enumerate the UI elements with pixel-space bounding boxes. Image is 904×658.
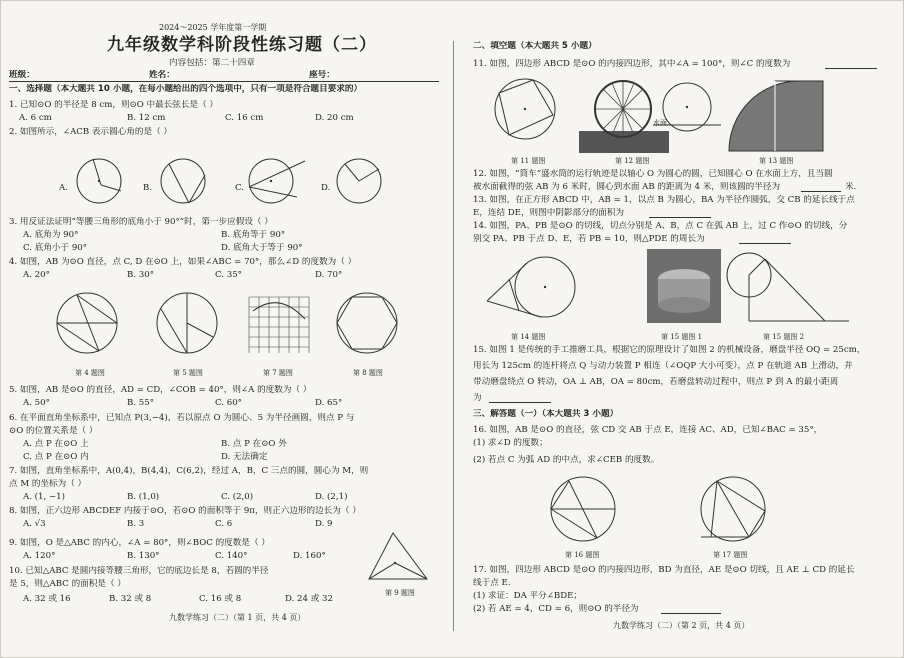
q5-option-b: B. 55° — [127, 398, 155, 408]
school-year: 2024～2025 学年度第一学期 — [159, 23, 267, 32]
fig-7-caption: 第 7 题图 — [263, 369, 293, 377]
q1-option-c: C. 16 cm — [225, 113, 264, 123]
question-17-part-2: (2) 若 AE = 4，CD = 6，则⊙O 的半径为 — [473, 604, 639, 614]
fig-15-2-caption: 第 15 题图 2 — [763, 333, 805, 341]
page-2 — [473, 23, 904, 628]
q10-option-c: C. 16 或 8 — [199, 594, 242, 604]
q5-option-c: C. 60° — [215, 398, 242, 408]
question-5: 5. 如图，AB 是⊙O 的直径，AD = CD，∠COB = 40°，则∠A 的度数为（ ） — [9, 385, 312, 395]
q8-option-d: D. 9 — [315, 519, 333, 529]
question-9: 9. 如图，O 是△ABC 的内心，∠A = 80°，则∠BOC 的度数是（ ） — [9, 538, 270, 548]
q6-option-b: B. 点 P 在⊙O 外 — [221, 439, 287, 449]
question-15-cont-1: 用长为 125cm 的连杆将点 Q 与动力装置 P 相连（∠OQP 大小可变），点 P 在轨道 AB 上滑动，并 — [473, 361, 853, 371]
section-1-heading: 一、选择题（本大题共 10 小题，在每小题给出的四个选项中，只有一项是符合题目要求的） — [9, 84, 363, 94]
q3-option-c: C. 底角小于 90° — [23, 243, 88, 253]
field-class: 班级： — [9, 70, 35, 80]
question-8: 8. 如图，正六边形 ABCDEF 内接于⊙O，若⊙O 的面积等于 9π，则正六边形的边长为（ ） — [9, 506, 361, 516]
q7-option-b: B. (1,0) — [127, 492, 160, 502]
fig-9-caption: 第 9 题图 — [385, 589, 415, 597]
fig-9 — [365, 527, 431, 587]
question-2: 2. 如图所示，∠ACB 表示圆心角的是（ ） — [9, 127, 173, 137]
fig-8 — [329, 285, 409, 365]
fig-15-1-caption: 第 15 题图 1 — [661, 333, 703, 341]
q12-answer-blank[interactable] — [801, 183, 841, 192]
page-divider — [453, 41, 454, 631]
fig-4-caption: 第 4 题图 — [75, 369, 105, 377]
q11-answer-blank[interactable] — [825, 60, 877, 69]
fig-13-caption: 第 13 题图 — [759, 157, 794, 165]
q2-figure-d — [331, 141, 391, 211]
fig-14 — [479, 245, 589, 329]
q4-option-c: C. 35° — [215, 270, 242, 280]
fig-7 — [241, 289, 321, 361]
q2-option-a: A. — [59, 183, 68, 193]
q9-option-a: A. 120° — [23, 551, 56, 561]
fig-17-caption: 第 17 题图 — [713, 551, 748, 559]
fig-16 — [539, 471, 629, 547]
fig-17 — [687, 471, 777, 547]
q4-option-a: A. 20° — [23, 270, 50, 280]
fig-12-diagram — [653, 75, 721, 151]
fig-16-caption: 第 16 题图 — [565, 551, 600, 559]
question-6-cont: ⊙O 的位置关系是（ ） — [9, 426, 98, 436]
q6-option-c: C. 点 P 在⊙O 内 — [23, 452, 89, 462]
page-2-footer: 九数学练习（二）（第 2 页，共 4 页） — [613, 621, 750, 630]
fig-15-diagram — [725, 245, 855, 329]
water-surface-label: 水面 — [653, 119, 667, 127]
q9-option-c: C. 140° — [215, 551, 248, 561]
q15-answer-blank[interactable] — [489, 394, 551, 403]
fig-12-caption: 第 12 题图 — [615, 157, 650, 165]
question-3: 3. 用反证法证明“等腰三角形的底角小于 90°”时，第一步应假设（ ） — [9, 217, 273, 227]
question-10-cont: 是 5，则△ABC 的面积是（ ） — [9, 579, 126, 589]
question-16-part-2: (2) 若点 C 为弧 AD 的中点，求∠CEB 的度数。 — [473, 455, 660, 465]
page-1 — [9, 23, 447, 628]
question-14: 14. 如图，PA、PB 是⊙O 的切线，切点分别是 A、B，点 C 在弧 AB 上，过 C 作⊙O 的切线，分 — [473, 221, 848, 231]
q10-option-a: A. 32 或 16 — [23, 594, 71, 604]
q5-option-a: A. 50° — [23, 398, 50, 408]
question-12: 12. 如图，“筒车”盛水筒的运行轨迹是以轴心 O 为圆心的圆，已知圆心 O 在水面上方，且当圆 — [473, 169, 833, 179]
q3-option-d: D. 底角大于等于 90° — [221, 243, 303, 253]
q1-option-d: D. 20 cm — [315, 113, 354, 123]
q1-option-b: B. 12 cm — [127, 113, 166, 123]
q3-option-a: A. 底角为 90° — [23, 230, 79, 240]
q2-option-d: D. — [321, 183, 331, 193]
question-16-part-1: (1) 求∠D 的度数； — [473, 438, 548, 448]
q14-answer-blank[interactable] — [739, 235, 791, 244]
question-7: 7. 如图，直角坐标系中，A(0,4)，B(4,4)，C(6,2)，经过 A，B，C 三点的圆，圆心为 M，则 — [9, 466, 369, 476]
q8-option-b: B. 3 — [127, 519, 145, 529]
q9-option-d: D. 160° — [293, 551, 326, 561]
q2-figure-c — [245, 141, 315, 211]
q6-option-a: A. 点 P 在⊙O 上 — [23, 439, 89, 449]
q7-option-c: C. (2,0) — [221, 492, 254, 502]
question-12-cont: 被水面截得的弦 AB 为 6 米时，圆心到水面 AB 的距离为 4 米，则该圆的半径为 — [473, 182, 781, 192]
fig-15-photo — [647, 249, 721, 323]
fig-5-caption: 第 5 题图 — [173, 369, 203, 377]
q2-option-b: B. — [143, 183, 153, 193]
page-title: 九年级数学科阶段性练习题（二） — [107, 35, 377, 55]
fig-4 — [49, 285, 129, 365]
page-1-footer: 九数学练习（二）（第 1 页，共 4 页） — [169, 613, 306, 622]
q13-answer-blank[interactable] — [649, 209, 711, 218]
q3-option-b: B. 底角等于 90° — [221, 230, 286, 240]
question-13: 13. 如图，在正方形 ABCD 中，AB = 1，以点 B 为圆心，BA 为半径作圆弧，交 CB 的延长线于点 — [473, 195, 855, 205]
fig-8-caption: 第 8 题图 — [353, 369, 383, 377]
question-15: 15. 如图 1 是传统的手工推磨工具，根据它的原理设计了如图 2 的机械设备，磨盘半径 OQ = 25cm， — [473, 345, 866, 355]
q4-option-d: D. 70° — [315, 270, 343, 280]
fig-13 — [725, 77, 829, 159]
header-rule — [9, 81, 439, 82]
q8-option-a: A. √3 — [23, 519, 46, 529]
q2-option-c: C. — [235, 183, 245, 193]
q4-option-b: B. 30° — [127, 270, 155, 280]
question-11: 11. 如图，四边形 ABCD 是⊙O 的内接四边形，其中∠A = 100°，则∠C 的度数为 — [473, 59, 791, 69]
fig-5 — [149, 285, 229, 365]
fig-14-caption: 第 14 题图 — [511, 333, 546, 341]
q2-figure-a — [71, 141, 131, 211]
field-seat: 座号： — [309, 70, 335, 80]
q6-option-d: D. 无法确定 — [221, 452, 268, 462]
section-2-heading: 二、填空题（本大题共 5 小题） — [473, 41, 597, 51]
question-6: 6. 在平面直角坐标系中，已知点 P(3,−4)，若以原点 O 为圆心、5 为半径画圆，则点 P 与 — [9, 413, 355, 423]
q5-option-d: D. 65° — [315, 398, 343, 408]
q2-figure-b — [155, 141, 215, 211]
q10-option-d: D. 24 或 32 — [285, 594, 333, 604]
fig-11 — [487, 71, 567, 151]
q17-answer-blank[interactable] — [661, 605, 721, 614]
q12-unit: 米. — [845, 182, 857, 192]
q8-option-c: C. 6 — [215, 519, 233, 529]
question-10: 10. 已知△ABC 是圆内接等腰三角形，它的底边长是 8，若圆的半径 — [9, 566, 269, 576]
question-17: 17. 如图，四边形 ABCD 是⊙O 的内接四边形，BD 为直径，AE 是⊙O 切线，且 AE ⊥ CD 的延长 — [473, 565, 855, 575]
question-16: 16. 如图，AB 是⊙O 的直径，弦 CD 交 AB 于点 E，连接 AC、AD，已知∠BAC = 35°， — [473, 425, 823, 435]
question-17-cont: 线于点 E. — [473, 578, 511, 588]
question-13-cont: E，连结 DE，则图中阴影部分的面积为 — [473, 208, 625, 218]
section-3-heading: 三、解答题（一）（本大题共 3 小题） — [473, 409, 619, 419]
q7-option-d: D. (2,1) — [315, 492, 348, 502]
q7-option-a: A. (1, −1) — [23, 492, 65, 502]
fig-11-caption: 第 11 题图 — [511, 157, 546, 165]
q10-option-b: B. 32 或 8 — [109, 594, 152, 604]
q9-option-b: B. 130° — [127, 551, 160, 561]
question-14-cont: 别交 PA、PB 于点 D、E，若 PB = 10，则△PDE 的周长为 — [473, 234, 705, 244]
field-name: 姓名： — [149, 70, 175, 80]
question-1: 1. 已知⊙O 的半径是 8 cm，则⊙O 中最长弦长是（ ） — [9, 100, 219, 110]
question-7-cont: 点 M 的坐标为（ ） — [9, 479, 87, 489]
question-17-part-1: (1) 求证：DA 平分∠BDE； — [473, 591, 582, 601]
question-15-cont-3: 为 — [473, 393, 482, 403]
exam-scope: 内容包括：第二十四章 — [169, 58, 255, 68]
q1-option-a: A. 6 cm — [19, 113, 52, 123]
question-4: 4. 如图，AB 为⊙O 直径，点 C, D 在⊙O 上，如果∠ABC = 70°，那么∠D 的度数为（ ） — [9, 257, 357, 267]
question-15-cont-2: 带动磨盘绕点 O 转动，OA ⊥ AB，OA = 80cm，若磨盘转动过程中，则点 P 到 A 的最小距离 — [473, 377, 839, 387]
